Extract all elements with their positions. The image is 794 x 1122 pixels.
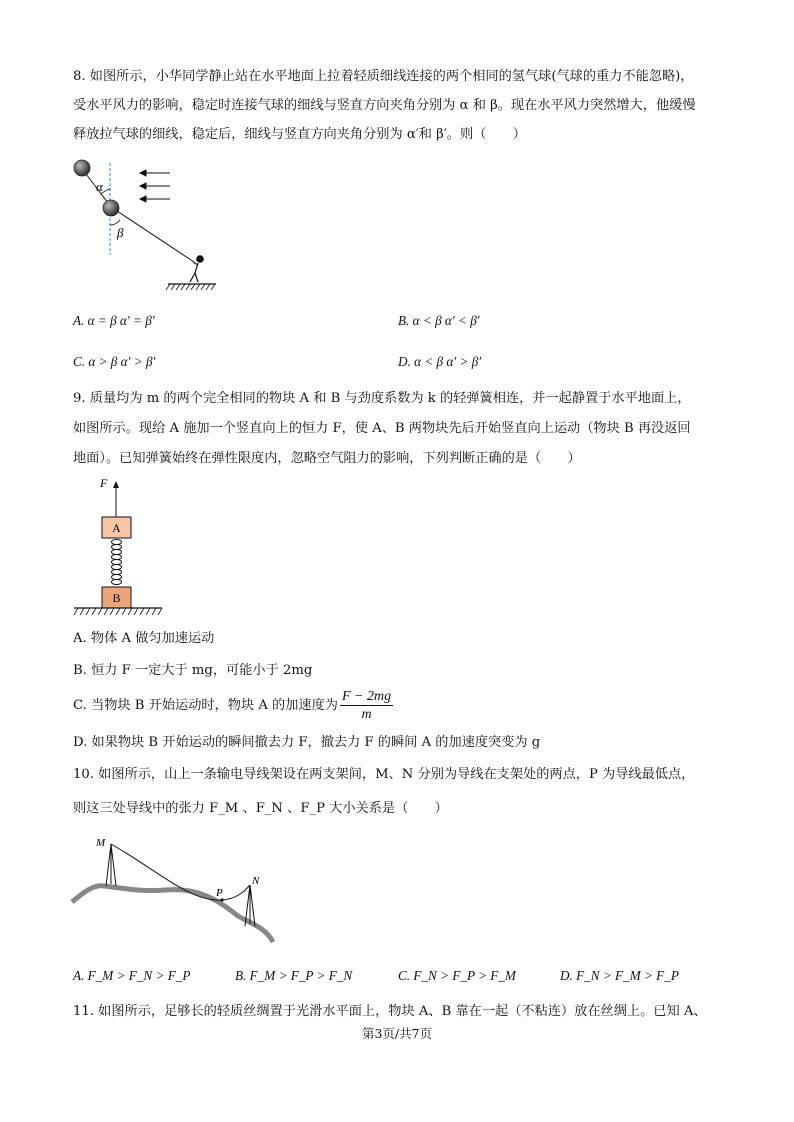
- q9-spring-figure: [70, 475, 170, 625]
- q11-line1: 11. 如图所示，足够长的轻质丝绸置于光滑水平面上，物块 A、B 靠在一起（不粘连）放在丝绸上。已知 A、: [73, 1004, 707, 1019]
- q10-option-d[interactable]: D. F_N > F_M > F_P: [560, 968, 679, 983]
- q9-line2: 如图所示。现给 A 施加一个竖直向上的恒力 F，使 A、B 两物块先后开始竖直向上运动（物块 B 再没返回: [73, 421, 691, 436]
- q8-option-d[interactable]: D. α < β α′ > β′: [398, 354, 482, 369]
- q9-option-c-text: C. 当物块 B 开始运动时，物块 A 的加速度为: [73, 698, 338, 713]
- q9-option-c-fraction: [340, 688, 393, 723]
- q10-option-c[interactable]: C. F_N > F_P > F_M: [398, 968, 516, 983]
- q8-alpha-label: α: [96, 179, 103, 194]
- q9-option-a[interactable]: A. 物体 A 做匀加速运动: [73, 631, 215, 646]
- q10-label-n: N: [252, 875, 260, 887]
- q9-option-c[interactable]: [73, 688, 393, 724]
- q8-person-icon: [190, 256, 203, 282]
- q10-hill: [72, 886, 273, 942]
- q8-line3: 释放拉气球的细线，稳定后，细线与竖直方向夹角分别为 α′和 β′。则（ ）: [73, 127, 526, 142]
- q10-tower-left: [106, 844, 116, 886]
- q8-line2: 受水平风力的影响，稳定时连接气球的细线与竖直方向夹角分别为 α 和 β。现在水平风力突然增大，他缓慢: [73, 98, 696, 113]
- q8-option-c[interactable]: C. α > β α′ > β′: [73, 354, 156, 369]
- q9-option-c-numerator: F − 2mg: [342, 689, 392, 704]
- q8-ground-hatch: [166, 284, 215, 290]
- q10-line1: 10. 如图所示，山上一条输电导线架设在两支架间，M、N 分别为导线在支架处的两点，P 为导线最低点，: [73, 767, 695, 782]
- q8-balloon-lower: [103, 200, 119, 216]
- q10-line2: 则这三处导线中的张力 F_M 、F_N 、F_P 大小关系是（ ）: [73, 801, 448, 816]
- q9-block-b-label: B: [112, 591, 121, 605]
- q10-label-m: M: [96, 837, 106, 849]
- q9-option-b[interactable]: B. 恒力 F 一定大于 mg，可能小于 2mg: [73, 663, 313, 678]
- q8-wind-arrows: [140, 170, 170, 202]
- q9-option-d[interactable]: D. 如果物块 B 开始运动的瞬间撤去力 F，撤去力 F 的瞬间 A 的加速度突变为 g: [73, 735, 541, 750]
- q8-line1: 8. 如图所示，小华同学静止站在水平地面上拉着轻质细线连接的两个相同的氢气球(气球的重力不能忽略)，: [73, 69, 694, 84]
- q9-ground-hatch: [74, 608, 162, 615]
- q9-line3: 地面）。已知弹簧始终在弹性限度内，忽略空气阻力的影响，下列判断正确的是（ ）: [73, 451, 581, 466]
- page-footer: 第3页/共7页: [361, 1026, 433, 1041]
- q9-force-label: F: [100, 476, 108, 490]
- q10-option-b[interactable]: B. F_M > F_P > F_N: [235, 968, 353, 983]
- q8-balloon-figure: [70, 155, 220, 300]
- q10-option-a[interactable]: A. F_M > F_N > F_P: [73, 968, 191, 983]
- q8-option-a[interactable]: A. α = β α′ = β′: [73, 313, 155, 328]
- q8-option-b[interactable]: B. α < β α′ < β′: [398, 313, 480, 328]
- q10-label-p: P: [216, 887, 223, 899]
- q9-line1: 9. 质量均为 m 的两个完全相同的物块 A 和 B 与劲度系数为 k 的轻弹簧相连，并一起静置于水平地面上，: [73, 391, 691, 406]
- q8-balloon-upper: [74, 160, 90, 176]
- q8-beta-label: β: [117, 225, 124, 240]
- q9-option-c-denominator: m: [361, 707, 372, 722]
- q10-powerline-figure: [70, 832, 280, 952]
- q9-spring: [112, 540, 122, 585]
- q9-block-a-label: A: [112, 521, 121, 535]
